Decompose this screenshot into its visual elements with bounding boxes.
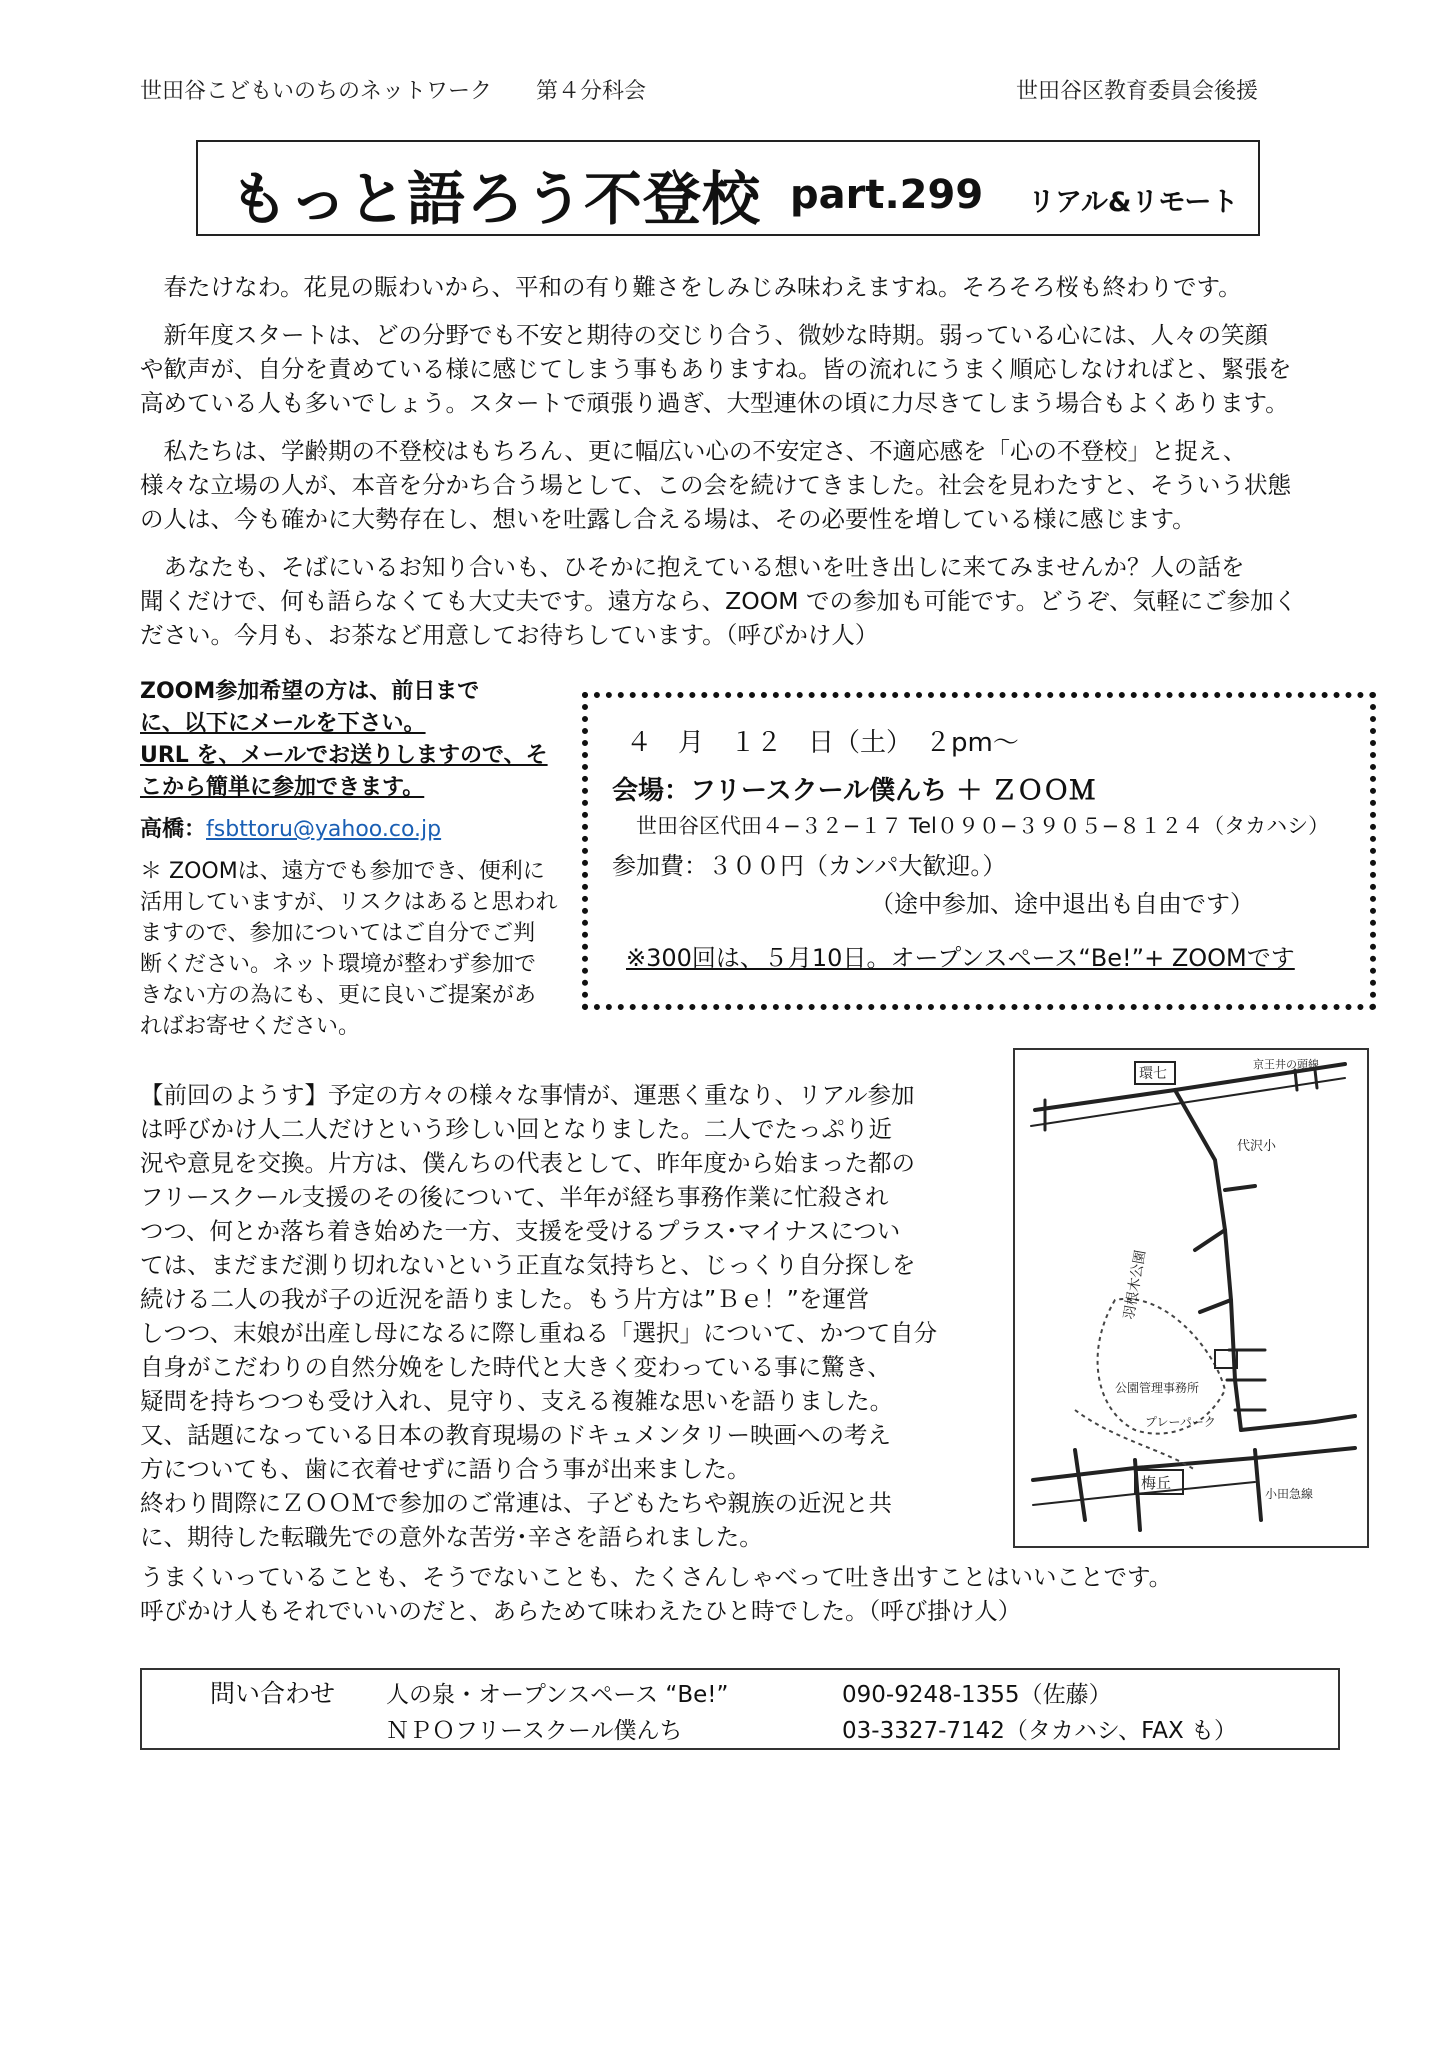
zoom-note-line: 断ください。ネット環境が整わず参加で [140, 952, 537, 977]
report-line: 方についても、歯に衣着せずに語り合う事が出来ました。 [140, 1455, 751, 1483]
report-line: 【前回のようす】予定の方々の様々な事情が、運悪く重なり、リアル参加 [140, 1081, 915, 1109]
report-line: 続ける二人の我が子の近況を語りました。もう片方は”Ｂｅ！”を運営 [140, 1285, 870, 1313]
zoom-info-line: ZOOM参加希望の方は、前日まで [140, 679, 480, 704]
map-label: 小田急線 [1265, 1487, 1314, 1501]
zoom-note-line: ますので、参加についてはご自分でご判 [140, 921, 536, 946]
page-title: もっと語ろう不登校 [230, 165, 762, 233]
intro-line: の人は、今も確かに大勢存在し、想いを吐露し合える場は、その必要性を増している様に感じます。 [140, 505, 1196, 533]
zoom-contact [140, 814, 441, 845]
contact-heading: 問い合わせ [210, 1679, 336, 1708]
intro-line: 聞くだけで、何も語らなくても大丈夫です。遠方なら、ZOOM での参加も可能です。どうぞ、気軽にご参加く [140, 587, 1298, 615]
contact-phone: 090-9248-1355（佐藤） [842, 1682, 1112, 1708]
title-part-number: part.299 [790, 172, 984, 218]
map-label: 梅丘 [1141, 1474, 1172, 1492]
event-date: ４ 月 １２ 日（土） ２pm～ [626, 728, 1019, 758]
intro-line: 私たちは、学齢期の不登校はもちろん、更に幅広い心の不安定さ、不適応感を「心の不登校」と捉え、 [140, 437, 1247, 465]
next-session-note: ※300回は、５月10日。オープンスペース“Be!”+ ZOOMです [626, 944, 1295, 972]
intro-line: 高めている人も多いでしょう。スタートで頑張り過ぎ、大型連休の頃に力尽きてしまう場合もよくあります。 [140, 389, 1289, 417]
contact-name: ＮＰＯフリースクール僕んち [386, 1718, 683, 1744]
zoom-note-line: ＊ ZOOMは、遠方でも参加でき、便利に [140, 859, 545, 884]
intro-line: あなたも、そばにいるお知り合いも、ひそかに抱えている想いを吐き出しに来てみませんか？人の話を [140, 553, 1245, 581]
report-line: は呼びかけ人二人だけという珍しい回となりました。二人でたっぷり近 [140, 1115, 892, 1143]
intro-line: 春たけなわ。花見の賑わいから、平和の有り難さをしみじみ味わえますね。そろそろ桜も終わりです。 [140, 273, 1242, 301]
report-line: に、期待した転職先での意外な苦労･辛さを語られました。 [140, 1523, 763, 1551]
email-link[interactable]: fsbttoru@yahoo.co.jp [206, 817, 442, 842]
map-label: 代沢小 [1237, 1139, 1277, 1154]
zoom-note-line: 活用していますが、リスクはあると思われ [140, 890, 558, 915]
map-label: 京王井の頭線 [1253, 1058, 1319, 1071]
report-line: 終わり間際にＺＯＯＭで参加のご常連は、子どもたちや親族の近況と共 [140, 1489, 892, 1517]
map-label: 環七 [1139, 1066, 1167, 1082]
report-line: 自身がこだわりの自然分娩をした時代と大きく変わっている事に驚き、 [140, 1353, 891, 1381]
zoom-info-line: URL を、メールでお送りしますので、そ [140, 743, 548, 768]
sponsor-text: 世田谷区教育委員会後援 [1016, 79, 1259, 104]
intro-line: 様々な立場の人が、本音を分かち合う場として、この会を続けてきました。社会を見わたすと、そういう状態 [140, 471, 1292, 499]
contact-name: 人の泉・オープンスペース “Be!” [386, 1682, 729, 1708]
contact-phone: 03-3327-7142（タカハシ、FAX も） [842, 1718, 1238, 1744]
title-subtitle: リアル&リモート [1028, 187, 1239, 218]
report-line: 況や意見を交換。片方は、僕んちの代表として、昨年度から始まった都の [140, 1149, 916, 1177]
report-line: ては、まだまだ測り切れないという正直な気持ちと、じっくり自分探しを [140, 1251, 916, 1279]
zoom-note-line: ればお寄せください。 [140, 1014, 361, 1039]
access-map [1013, 1048, 1369, 1548]
closing-line: 呼びかけ人もそれでいいのだと、あらためて味わえたひと時でした。（呼び掛け人） [140, 1597, 1022, 1625]
map-label: 羽根木公園 [1121, 1248, 1150, 1321]
map-drawing [1015, 1050, 1367, 1546]
event-venue: 会場：フリースクール僕んち ＋ ＺＯＯＭ [612, 776, 1096, 806]
map-label: プレーパーク [1145, 1415, 1216, 1429]
event-fee-note: （途中参加、途中退出も自由です） [870, 890, 1254, 918]
zoom-info-line: こから簡単に参加できます。 [140, 775, 425, 800]
event-fee: 参加費：３００円（カンパ大歓迎。） [612, 852, 1007, 880]
contact-name: 高橋： [140, 817, 207, 842]
report-line: フリースクール支援のその後について、半年が経ち事務作業に忙殺され [140, 1183, 889, 1211]
intro-line: や歓声が、自分を責めている様に感じてしまう事もありますね。皆の流れにうまく順応しなければと、緊張を [140, 355, 1292, 383]
zoom-note-line: きない方の為にも、更に良いご提案があ [140, 983, 537, 1008]
zoom-info-line: に、以下にメールを下さい。 [140, 711, 426, 736]
report-line: 又、話題になっている日本の教育現場のドキュメンタリー映画への考え [140, 1421, 892, 1449]
event-address: 世田谷区代田４−３２−１７ Tel０９０−３９０５−８１２４（タカハシ） [636, 814, 1330, 838]
map-label: 公園管理事務所 [1115, 1381, 1200, 1395]
organization-name: 世田谷こどもいのちのネットワーク 第４分科会 [140, 79, 647, 104]
closing-line: うまくいっていることも、そうでないことも、たくさんしゃべって吐き出すことはいいことです。 [140, 1563, 1173, 1591]
intro-line: 新年度スタートは、どの分野でも不安と期待の交じり合う、微妙な時期。弱っている心には、人々の笑顔 [140, 321, 1268, 349]
intro-line: ださい。今月も、お茶など用意してお待ちしています。（呼びかけ人） [140, 621, 879, 649]
report-line: 疑問を持ちつつも受け入れ、見守り、支える複雑な思いを語りました。 [140, 1387, 894, 1415]
report-line: つつ、何とか落ち着き始めた一方、支援を受けるプラス･マイナスについ [140, 1217, 901, 1245]
report-line: しつつ、末娘が出産し母になるに際し重ねる「選択」について、かつて自分 [140, 1319, 938, 1347]
